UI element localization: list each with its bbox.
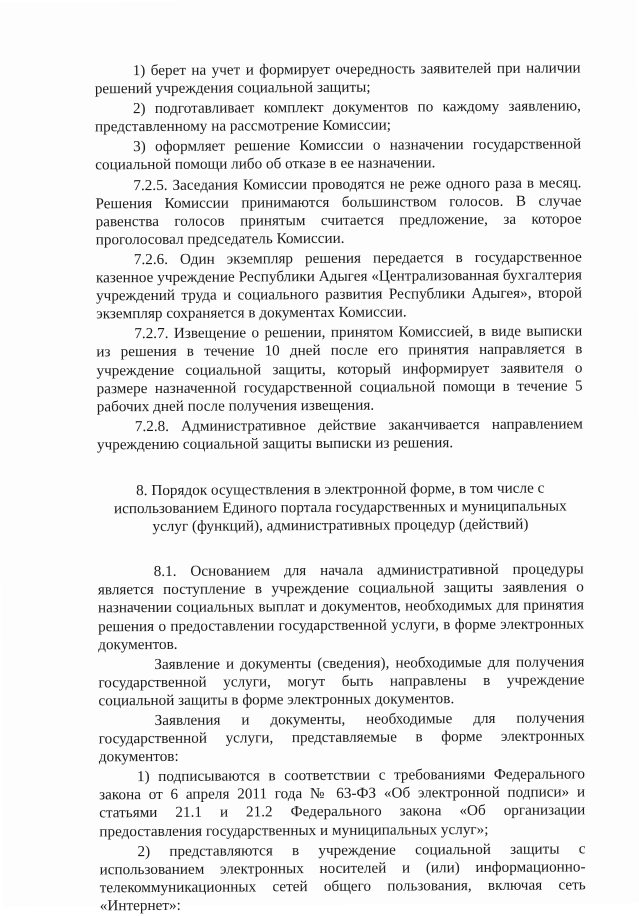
clause-7-2-7: 7.2.7. Извещение о решении, принятом Комиссией, в виде выписки из решения в течение 10 дней после его принятия направляется в учреждение социальной защиты, который информирует заявителя о размере назначенной государственной социальной помощи в течение 5 рабочих дней после получения извещения.	[96, 322, 583, 416]
list-item-3: 3) оформляет решение Комиссии о назначении государственной социальной помощи либо об отказе в ее назначении.	[95, 135, 582, 174]
document-body	[95, 59, 586, 915]
list-item-2: 2) подготавливает комплект документов по каждому заявлению, представленному на рассмотрение Комиссии;	[94, 97, 581, 136]
paragraph-electronic-submission: Заявление и документы (сведения), необходимые для получения государственной услуги, могут быть направлены в учреждение социальной защиты в форме электронных документов.	[98, 653, 585, 710]
section-8-heading	[97, 479, 583, 536]
section-heading-line-2: использованием Единого портала государственных и муниципальных	[113, 497, 567, 518]
clause-8-1: 8.1. Основанием для начала административной процедуры является поступление в учреждение социальной защиты заявления о назначении социальных выплат и документов, необходимых для принятия решения о предоставлении государственной услуги, в форме электронных документов.	[97, 560, 585, 653]
list-item-submission-channels: 2) представляются в учреждение социальной защиты с использованием электронных носителей и (или) информационно-телекоммуникационных сетей общего пользования, включая сеть «Интернет»:	[99, 840, 586, 915]
clause-7-2-5: 7.2.5. Заседания Комиссии проводятся не реже одного раза в месяц. Решения Комиссии принимаются большинством голосов. В случае равенства голосов принятым считается предложение, за которое проголосовал председатель Комиссии.	[95, 173, 582, 249]
list-item-signing: 1) подписываются в соответствии с требованиями Федерального закона от 6 апреля 2011 года № 63-ФЗ «Об электронной подписи» и статьями 21.1 и 21.2 Федерального закона «Об организации предоставления государственных и муниципальных услуг»;	[99, 765, 586, 840]
clause-7-2-8: 7.2.8. Административное действие заканчивается направлением учреждению социальной защиты выписки из решения.	[96, 415, 583, 454]
section-heading-line-1: 8. Порядок осуществления в электронной форме, в том числе с	[136, 479, 545, 500]
list-item-1: 1) берет на учет и формирует очередность заявителей при наличии решений учреждения социальной защиты;	[94, 59, 581, 98]
clause-7-2-6: 7.2.6. Один экземпляр решения передается в государственное казенное учреждение Республики Адыгея «Централизованная бухгалтерия учреждений труда и социального развития Республики Адыгея», второй экземпляр сохраняется в документах Комиссии.	[95, 248, 583, 323]
section-heading-line-3: услуг (функций), административных процедур (действий)	[152, 515, 529, 536]
paragraph-electronic-documents: Заявления и документы, необходимые для получения государственной услуги, представляемые в форме электронных документов:	[98, 709, 585, 766]
